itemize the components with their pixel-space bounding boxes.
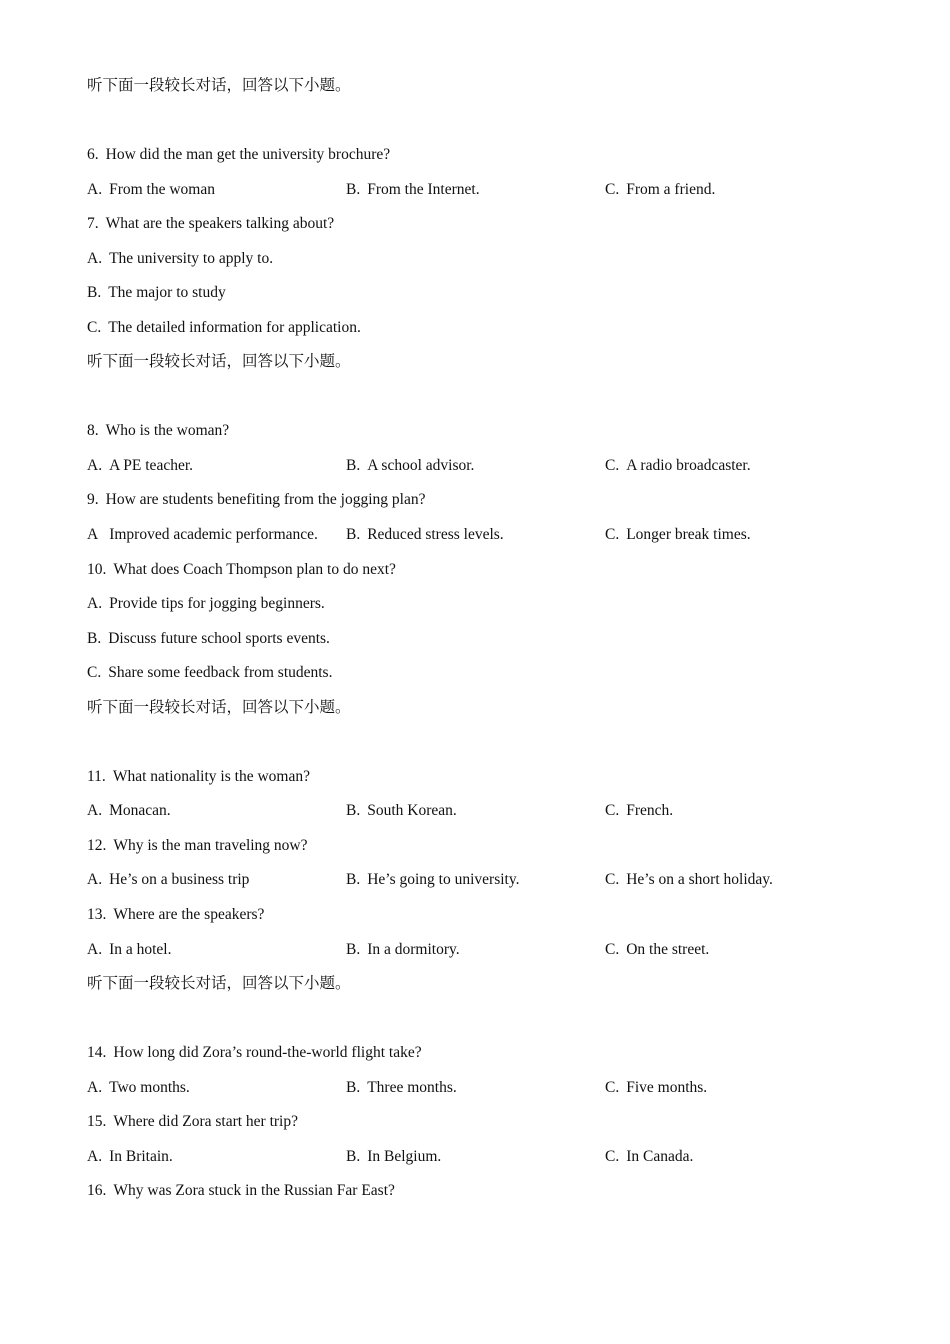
question-6: [87, 145, 390, 165]
question-number: 15.: [87, 1113, 107, 1130]
question-text: What nationality is the woman?: [112, 768, 310, 785]
options-row-11: [87, 801, 867, 821]
question-number: 8.: [87, 422, 99, 439]
question-text: How are students benefiting from the jogging plan?: [105, 491, 426, 508]
option-a: A. Provide tips for jogging beginners.: [87, 595, 325, 612]
option-b: B. He’s going to university.: [346, 871, 520, 888]
option-b: B. Three months.: [346, 1079, 457, 1096]
question-12: [87, 836, 308, 856]
option-c: C. Five months.: [605, 1079, 708, 1096]
question-text: Why is the man traveling now?: [113, 837, 308, 854]
option-a: A. The university to apply to.: [87, 250, 274, 267]
option-b: B. A school advisor.: [346, 457, 475, 474]
question-10: [87, 560, 396, 580]
question-number: 9.: [87, 491, 99, 508]
option-a: A. From the woman: [87, 181, 215, 198]
question-text: Why was Zora stuck in the Russian Far East?: [113, 1182, 395, 1199]
option-b: B. South Korean.: [346, 802, 457, 819]
section-instruction: 听下面一段较长对话，回答以下小题。: [87, 699, 351, 716]
question-7: [87, 214, 334, 234]
option-c: C. A radio broadcaster.: [605, 457, 751, 474]
option-c: C. French.: [605, 802, 674, 819]
option-b: B. Reduced stress levels.: [346, 526, 504, 543]
question-14: [87, 1043, 422, 1063]
option-b: B. In a dormitory.: [346, 941, 460, 958]
option-a: A. Monacan.: [87, 802, 171, 819]
option-a: A. Two months.: [87, 1079, 190, 1096]
options-row-14: [87, 1078, 867, 1098]
question-number: 11.: [87, 768, 106, 785]
question-number: 7.: [87, 215, 99, 232]
question-16: [87, 1181, 395, 1201]
question-number: 12.: [87, 837, 107, 854]
section-instruction: 听下面一段较长对话，回答以下小题。: [87, 77, 351, 94]
options-row-9: [87, 525, 867, 545]
option-b: B. Discuss future school sports events.: [87, 630, 330, 647]
option-c: C. From a friend.: [605, 181, 716, 198]
question-number: 10.: [87, 561, 107, 578]
question-text: Where are the speakers?: [113, 906, 265, 923]
question-9: [87, 490, 425, 510]
option-a: A Improved academic performance.: [87, 526, 318, 543]
option-a: A. He’s on a business trip: [87, 871, 250, 888]
option-c: C. On the street.: [605, 941, 710, 958]
question-8: [87, 421, 229, 441]
question-13: [87, 905, 264, 925]
option-c: C. In Canada.: [605, 1148, 694, 1165]
option-a: A. In Britain.: [87, 1148, 173, 1165]
question-number: 6.: [87, 146, 99, 163]
question-number: 14.: [87, 1044, 107, 1061]
option-a: A. In a hotel.: [87, 941, 172, 958]
option-b: B. From the Internet.: [346, 181, 480, 198]
option-c: C. Longer break times.: [605, 526, 751, 543]
question-number: 16.: [87, 1182, 107, 1199]
option-b: B. The major to study: [87, 284, 226, 301]
question-text: What does Coach Thompson plan to do next?: [113, 561, 396, 578]
question-text: How long did Zora’s round-the-world flight take?: [113, 1044, 422, 1061]
question-text: Where did Zora start her trip?: [113, 1113, 298, 1130]
options-row-13: [87, 940, 867, 960]
options-row-8: [87, 456, 867, 476]
option-a: A. A PE teacher.: [87, 457, 194, 474]
section-instruction: 听下面一段较长对话，回答以下小题。: [87, 975, 351, 992]
options-row-12: [87, 870, 867, 890]
option-c: C. Share some feedback from students.: [87, 664, 333, 681]
question-text: Who is the woman?: [105, 422, 230, 439]
question-text: What are the speakers talking about?: [105, 215, 335, 232]
question-number: 13.: [87, 906, 107, 923]
options-row-15: [87, 1147, 867, 1167]
question-15: [87, 1112, 298, 1132]
option-c: C. He’s on a short holiday.: [605, 871, 773, 888]
section-instruction: 听下面一段较长对话，回答以下小题。: [87, 353, 351, 370]
question-text: How did the man get the university brochure?: [105, 146, 391, 163]
option-b: B. In Belgium.: [346, 1148, 442, 1165]
question-11: [87, 767, 310, 787]
option-c: C. The detailed information for application.: [87, 319, 361, 336]
options-row-6: [87, 180, 867, 200]
